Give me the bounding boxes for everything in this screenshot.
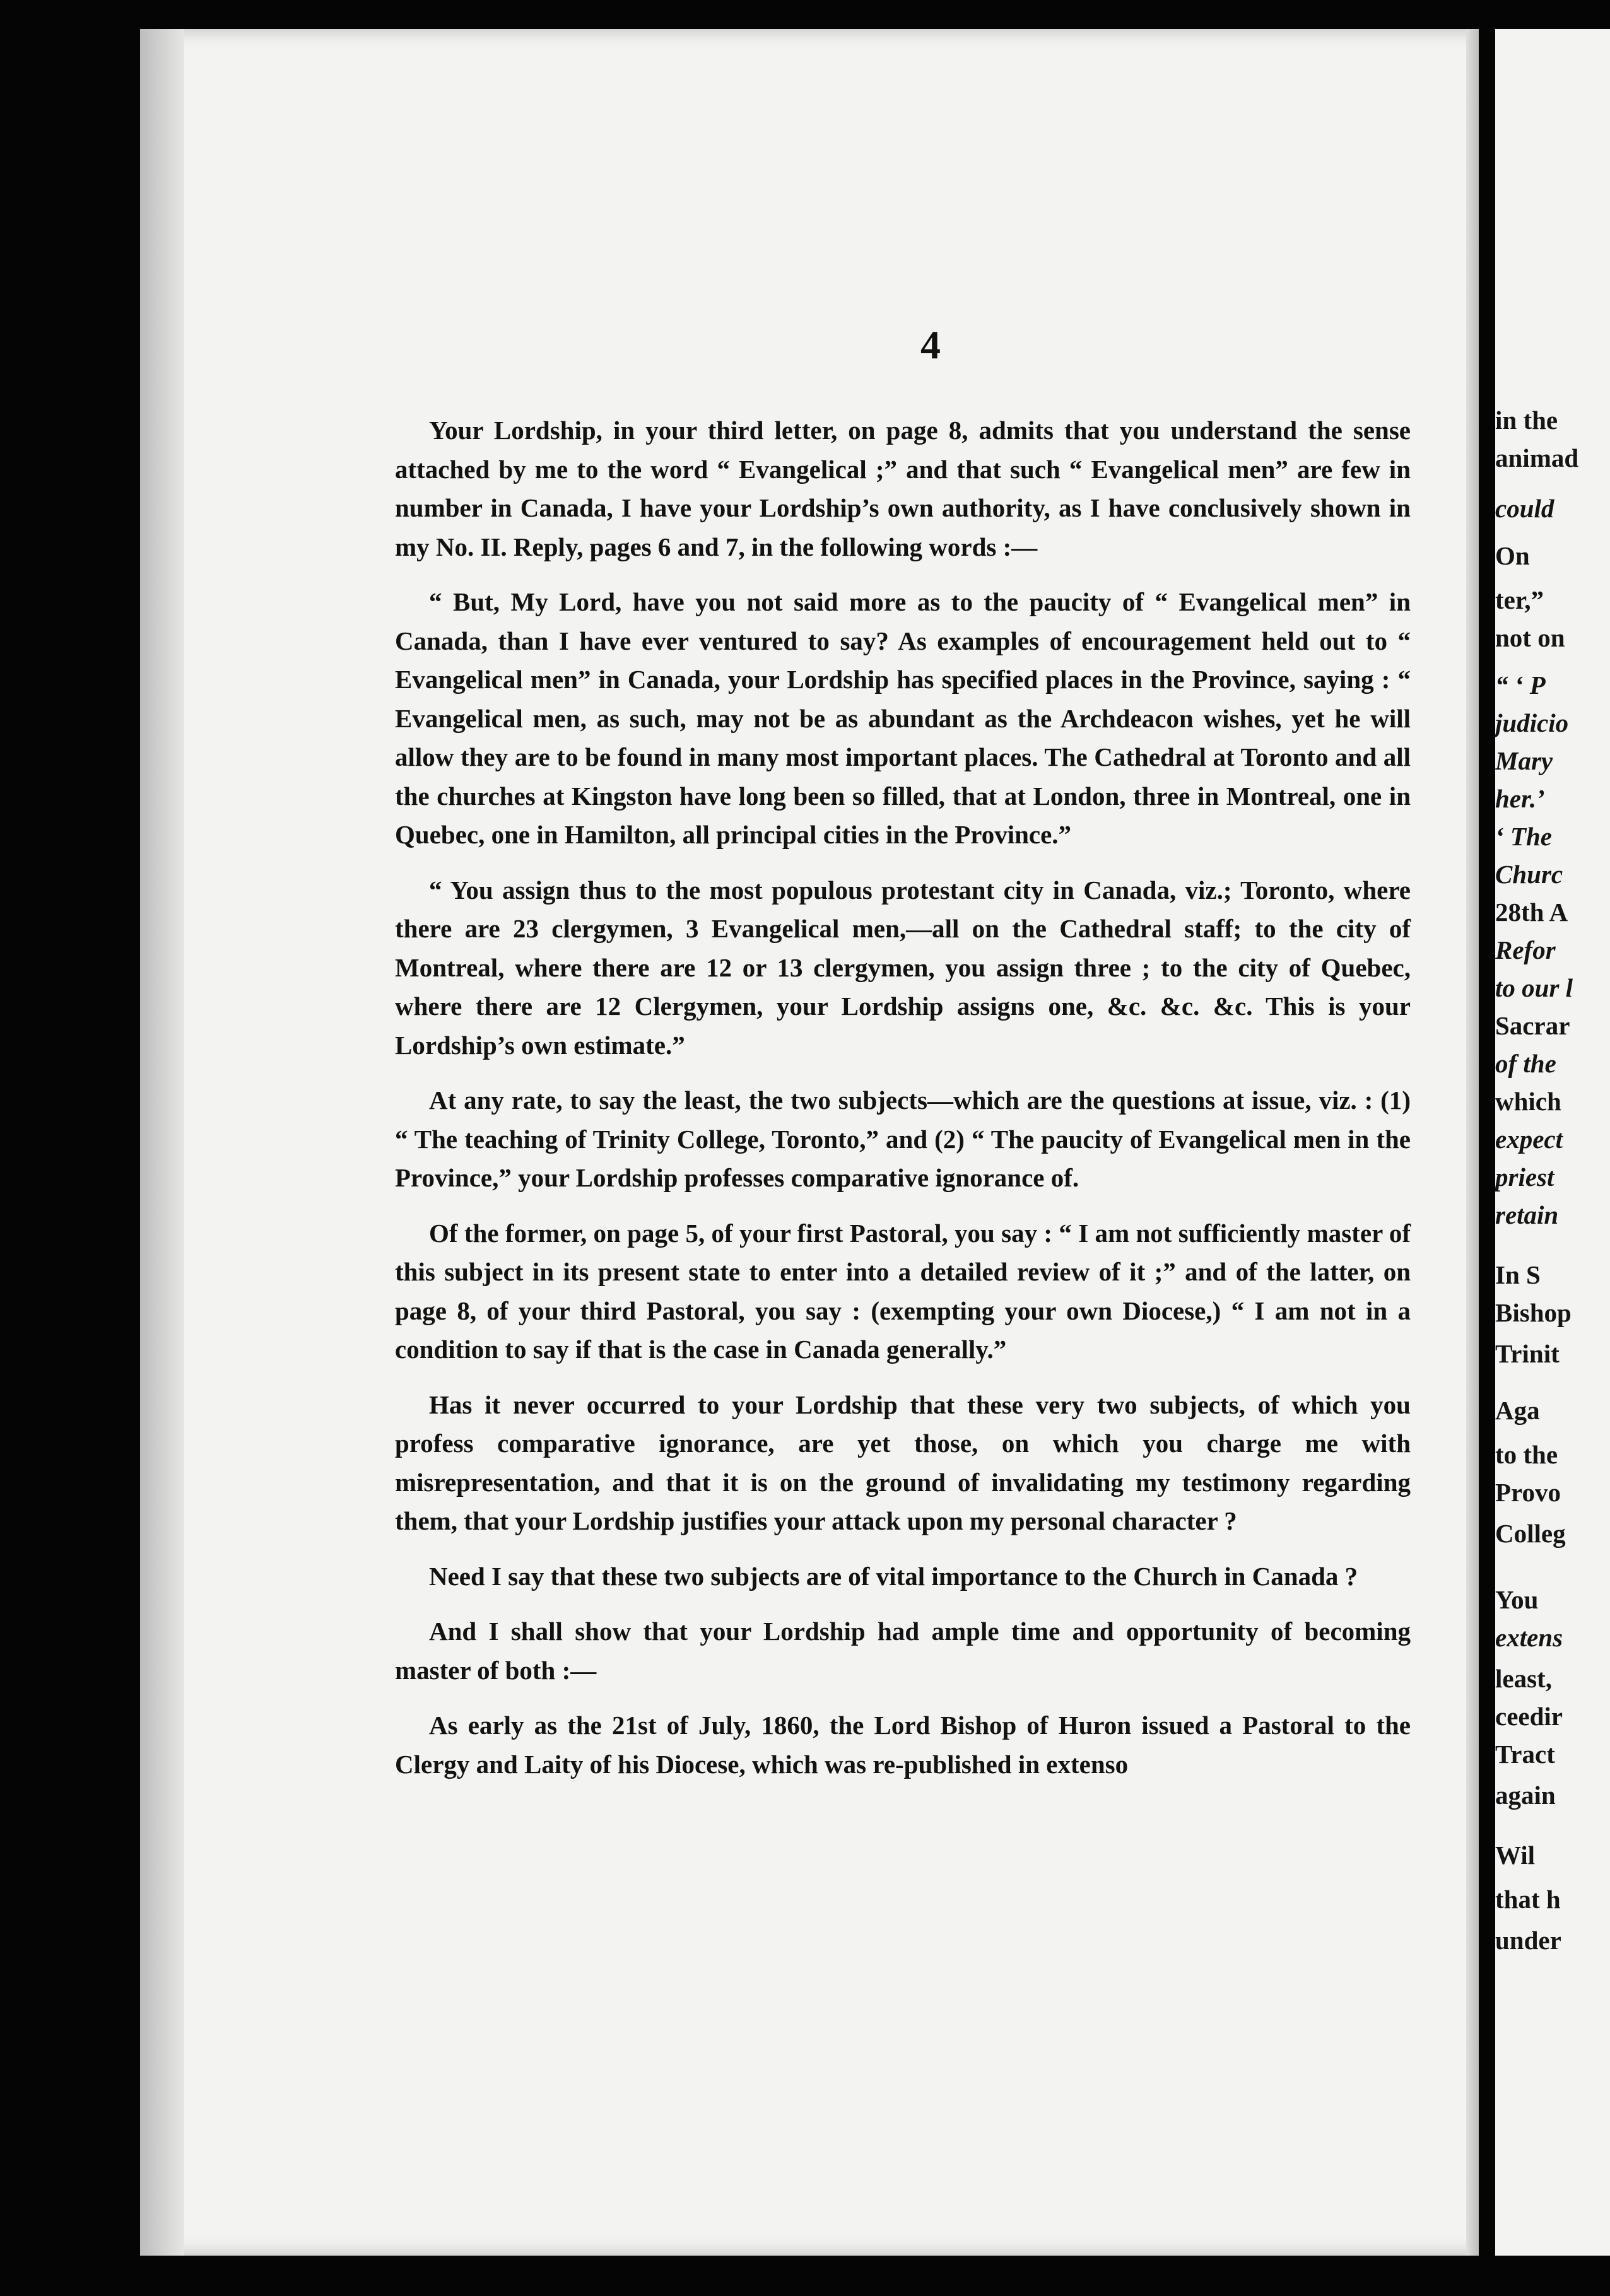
right-fragment-line: that h (1495, 1885, 1561, 1914)
paragraph: As early as the 21st of July, 1860, the Lord Bishop of Huron issued a Pastoral to the Clergy and Laity of his Diocese, which was re-published in extenso (395, 1711, 1411, 1779)
right-fragment-line: You (1495, 1585, 1539, 1614)
right-fragment-line: extens (1495, 1623, 1563, 1652)
right-fragment-line: Colleg (1495, 1519, 1566, 1548)
right-fragment-line: Churc (1495, 860, 1563, 889)
paragraph: Your Lordship, in your third letter, on page 8, admits that you understand the sense attached by me to the word “ Evangelical ;” and that such “ Evangelical men” are few in number in Canada, I have your Lordship’s own authority, as I have conclusively shown in my No. II. Reply, pages 6 and 7, in the following words :— (395, 416, 1411, 561)
right-fragment-line: “ ‘ P (1495, 671, 1546, 700)
paragraph: At any rate, to say the least, the two subjects—which are the questions at issue, viz. : (1) “ The teaching of Trinity College, Toronto,” and (2) “ The paucity of Evangelical men in the Province,” your Lordship professes comparative ignorance of. (395, 1086, 1411, 1192)
right-fragment-line: animad (1495, 443, 1579, 472)
quoted-paragraph: “ You assign thus to the most populous protestant city in Canada, viz.; Toronto, where there are 23 clergymen, 3 Evangelical men,—all on the Cathedral staff; to the city of Montreal, where there are 12 or 13 clergymen, you assign three ; to the city of Quebec, where there are 12 Clergymen, your Lordship assigns one, &c. &c. &c. This is your Lordship’s own estimate.” (395, 875, 1411, 1060)
right-fragment-line: to the (1495, 1440, 1558, 1469)
right-fragment-line: Refor (1495, 935, 1556, 964)
body-text (395, 411, 1411, 1800)
right-fragment-line: Tract (1495, 1740, 1555, 1769)
paragraph: Of the former, on page 5, of your first Pastoral, you say : “ I am not sufficiently master of this subject in its present state to enter into a detailed review of it ;” and of the latter, on page 8, of your third Pastoral, you say : (exempting your own Diocese,) “ I am not in a condition to say if that is the case in Canada generally.” (395, 1218, 1411, 1364)
right-fragment-line: Aga (1495, 1396, 1540, 1425)
right-fragment-line: to our l (1495, 973, 1573, 1002)
right-fragment-line: Sacrar (1495, 1011, 1570, 1040)
right-fragment-line: under (1495, 1926, 1561, 1955)
right-fragment-line: priest (1495, 1163, 1554, 1192)
right-fragment-line: least, (1495, 1664, 1552, 1693)
right-fragment-line: not on (1495, 623, 1565, 652)
right-fragment-line: in the (1495, 406, 1558, 435)
right-fragment-line: Wil (1495, 1841, 1536, 1870)
page-binding-shadow (140, 29, 184, 2256)
page-edge (1466, 29, 1479, 2256)
right-fragment-line: her.’ (1495, 784, 1545, 813)
right-fragment-line: could (1495, 494, 1554, 523)
right-fragment-line: again (1495, 1781, 1556, 1810)
right-fragment-line: On (1495, 541, 1530, 570)
right-fragment-line: Mary (1495, 746, 1553, 775)
paragraph: And I shall show that your Lordship had ample time and opportunity of becoming master of both :— (395, 1617, 1411, 1685)
right-fragment-line: which (1495, 1087, 1561, 1116)
right-fragment-line: In S (1495, 1260, 1541, 1289)
right-fragment-line: ceedir (1495, 1702, 1563, 1731)
right-fragment-line: ‘ The (1495, 822, 1552, 851)
right-fragment-line: Bishop (1495, 1298, 1572, 1327)
paragraph: Has it never occurred to your Lordship that these very two subjects, of which you profess comparative ignorance, are yet those, on which you charge me with misrepresentation, and that it is on the ground of invalidating my testimony regarding them, that your Lordship justifies your attack upon my personal character ? (395, 1390, 1411, 1535)
right-fragment-line: 28th A (1495, 898, 1568, 927)
paragraph: Need I say that these two subjects are of vital importance to the Church in Canada ? (429, 1561, 1358, 1591)
page-number: 4 (920, 322, 941, 367)
right-fragment-line: expect (1495, 1125, 1563, 1154)
right-fragment-line: judicio (1495, 708, 1569, 737)
right-fragment-line: Trinit (1495, 1339, 1560, 1368)
right-fragment-line: of the (1495, 1049, 1556, 1078)
right-fragment-line: Provo (1495, 1478, 1561, 1507)
right-page-fragment (1495, 29, 1610, 2256)
right-fragment-line: ter,” (1495, 585, 1544, 614)
quoted-paragraph: “ But, My Lord, have you not said more as to the paucity of “ Evangelical men” in Canada, than I have ever ventured to say? As examples of encouragement held out to “ Evangelical men” in Canada, your Lordship has specified places in the Province, saying : “ Evangelical men, as such, may not be as abundant as the Archdeacon wishes, yet he will allow they are to be found in many most important places. The Cathedral at Toronto and all the churches at Kingston have long been so filled, that at London, three in Montreal, one in Quebec, one in Hamilton, all principal cities in the Province.” (395, 587, 1411, 849)
right-fragment-line: retain (1495, 1200, 1559, 1229)
